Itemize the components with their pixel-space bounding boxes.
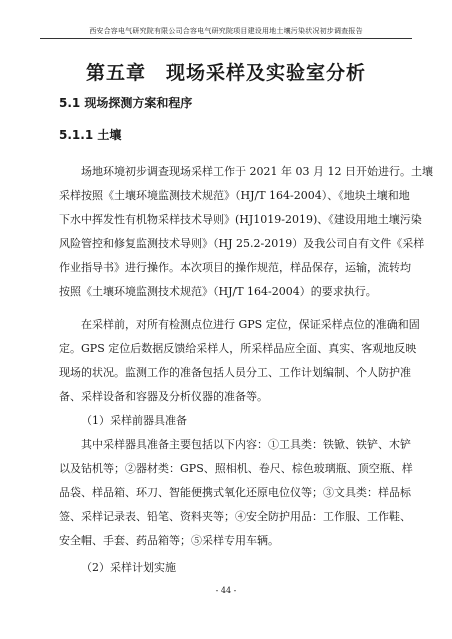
paragraph-line: 作业指导书》进行操作。本次项目的操作规范，样品保存，运输，流转均 xyxy=(59,261,411,274)
paragraph-line: 按照《土壤环境监测技术规范》（HJ/T 164-2004）的要求执行。 xyxy=(59,285,377,298)
paragraph-line: 场地环境初步调查现场采样工作于 2021 年 03 月 12 日开始进行。土壤 xyxy=(81,165,433,178)
list-heading: （1）采样前器具准备 xyxy=(81,414,187,427)
paragraph-line: 采样按照《土壤环境监测技术规范》（HJ/T 164-2004）、《地块土壤和地 xyxy=(59,189,410,202)
paragraph-line: 现场的状况。监测工作的准备包括人员分工、工作计划编制、个人防护准 xyxy=(59,366,411,379)
paragraph-line: 备、采样设备和容器及分析仪器的准备等。 xyxy=(59,390,268,403)
paragraph-line: 以及钻机等；②器材类：GPS、照相机、卷尺、棕色玻璃瓶、顶空瓶、样 xyxy=(59,462,413,475)
page-number: - 44 - xyxy=(215,586,237,595)
page-header: 西安合容电气研究院有限公司合容电气研究院项目建设用地土壤污染状况初步调查报告 xyxy=(89,27,363,35)
paragraph-line: 品袋、样品箱、环刀、智能便携式氧化还原电位仪等；③文具类：样品标 xyxy=(59,486,411,499)
subsection-title: 5.1.1 土壤 xyxy=(59,128,122,142)
paragraph-line: 安全帽、手套、药品箱等；⑤采样专用车辆。 xyxy=(59,534,279,547)
chapter-title: 第五章 现场采样及实验室分析 xyxy=(85,62,366,84)
paragraph-line: 下水中挥发性有机物采样技术导则》(HJ1019-2019)、《建设用地土壤污染 xyxy=(59,213,422,226)
paragraph-line: 定。GPS 定位后数据反馈给采样人，所采样品应全面、真实、客观地反映 xyxy=(59,342,417,355)
paragraph-line: 在采样前，对所有检测点位进行 GPS 定位，保证采样点位的准确和固 xyxy=(81,318,420,331)
header-divider xyxy=(40,38,412,39)
paragraph-line: 风险管控和修复监测技术导则》（HJ 25.2-2019）及我公司自有文件《采样 xyxy=(59,237,425,250)
list-heading: （2）采样计划实施 xyxy=(81,561,176,574)
paragraph-line: 其中采样器具准备主要包括以下内容：①工具类：铁锨、铁铲、木铲 xyxy=(81,438,411,451)
paragraph-line: 签、采样记录表、铅笔、资料夹等；④安全防护用品：工作服、工作鞋、 xyxy=(59,510,411,523)
section-title: 5.1 现场探测方案和程序 xyxy=(59,96,193,110)
